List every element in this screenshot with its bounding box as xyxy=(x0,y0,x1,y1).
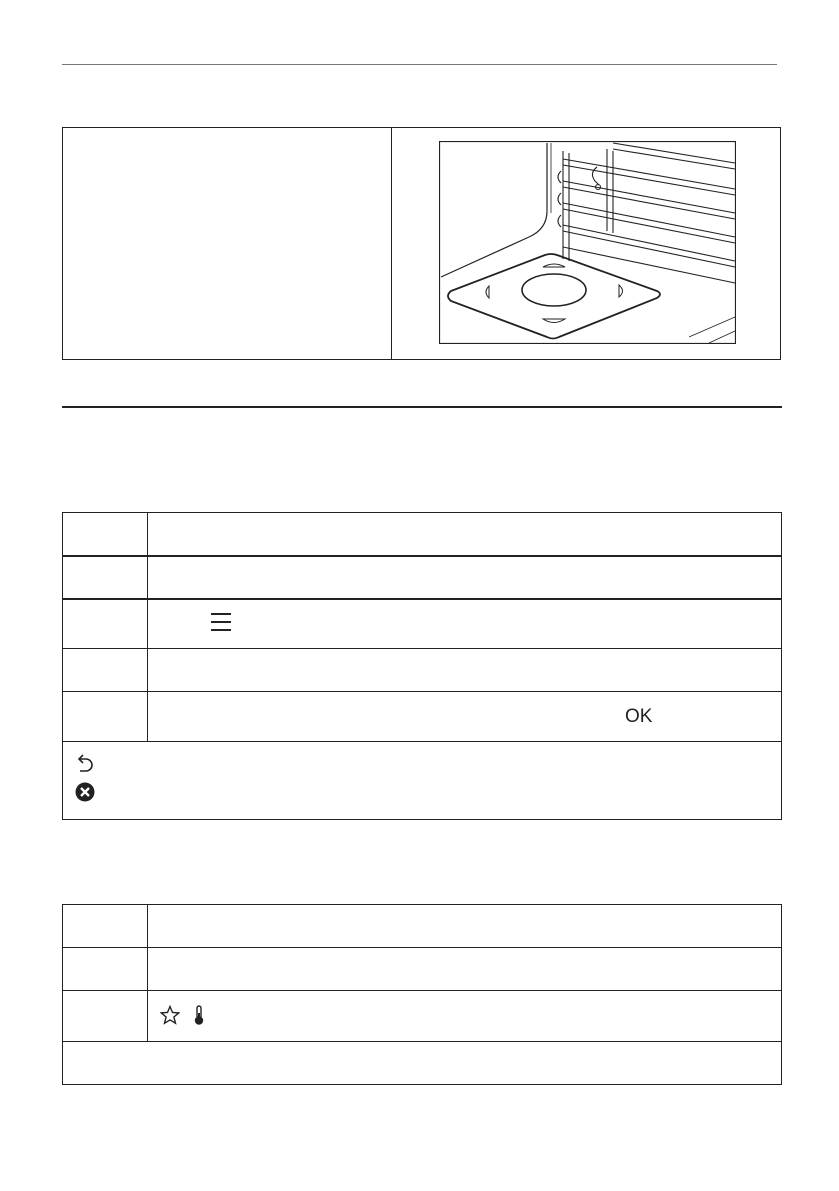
star-icon xyxy=(160,1005,180,1028)
table-row xyxy=(63,649,782,692)
footer-cell xyxy=(63,742,782,820)
step-number-cell xyxy=(63,513,148,556)
step-text-cell xyxy=(148,991,782,1042)
step-text-cell xyxy=(148,556,782,599)
table-row xyxy=(63,556,782,599)
step-number-cell xyxy=(63,692,148,742)
step-text-cell xyxy=(148,948,782,991)
step-text-cell xyxy=(148,649,782,692)
header-rule xyxy=(62,64,777,65)
cancel-circle-icon xyxy=(75,782,781,805)
thermometer-icon xyxy=(194,1005,204,1028)
step-text-cell xyxy=(148,513,782,556)
section-rule xyxy=(62,406,782,408)
table-footer-row xyxy=(63,1042,782,1085)
back-arrow-icon xyxy=(75,754,781,778)
step-text-cell xyxy=(148,905,782,948)
step-number-cell xyxy=(63,599,148,649)
table-row xyxy=(63,905,782,948)
step-number-cell xyxy=(63,948,148,991)
steps-table-2 xyxy=(62,904,782,1085)
table-row xyxy=(63,599,782,649)
step-number-cell xyxy=(63,905,148,948)
step-text-cell xyxy=(148,692,782,742)
step-text-cell xyxy=(148,599,782,649)
step-number-cell xyxy=(63,649,148,692)
table-footer-row xyxy=(63,742,782,820)
ok-icon: OK xyxy=(625,705,653,727)
step-number-cell xyxy=(63,991,148,1042)
table-row xyxy=(63,513,782,556)
table-row xyxy=(63,692,782,742)
table-row xyxy=(63,948,782,991)
figure-box xyxy=(62,127,781,360)
footer-cell xyxy=(63,1042,782,1085)
oven-cavity-illustration xyxy=(439,141,736,344)
steps-table-1 xyxy=(62,512,782,820)
table-row xyxy=(63,991,782,1042)
step-number-cell xyxy=(63,556,148,599)
figure-divider xyxy=(391,128,392,359)
menu-icon xyxy=(210,612,232,635)
